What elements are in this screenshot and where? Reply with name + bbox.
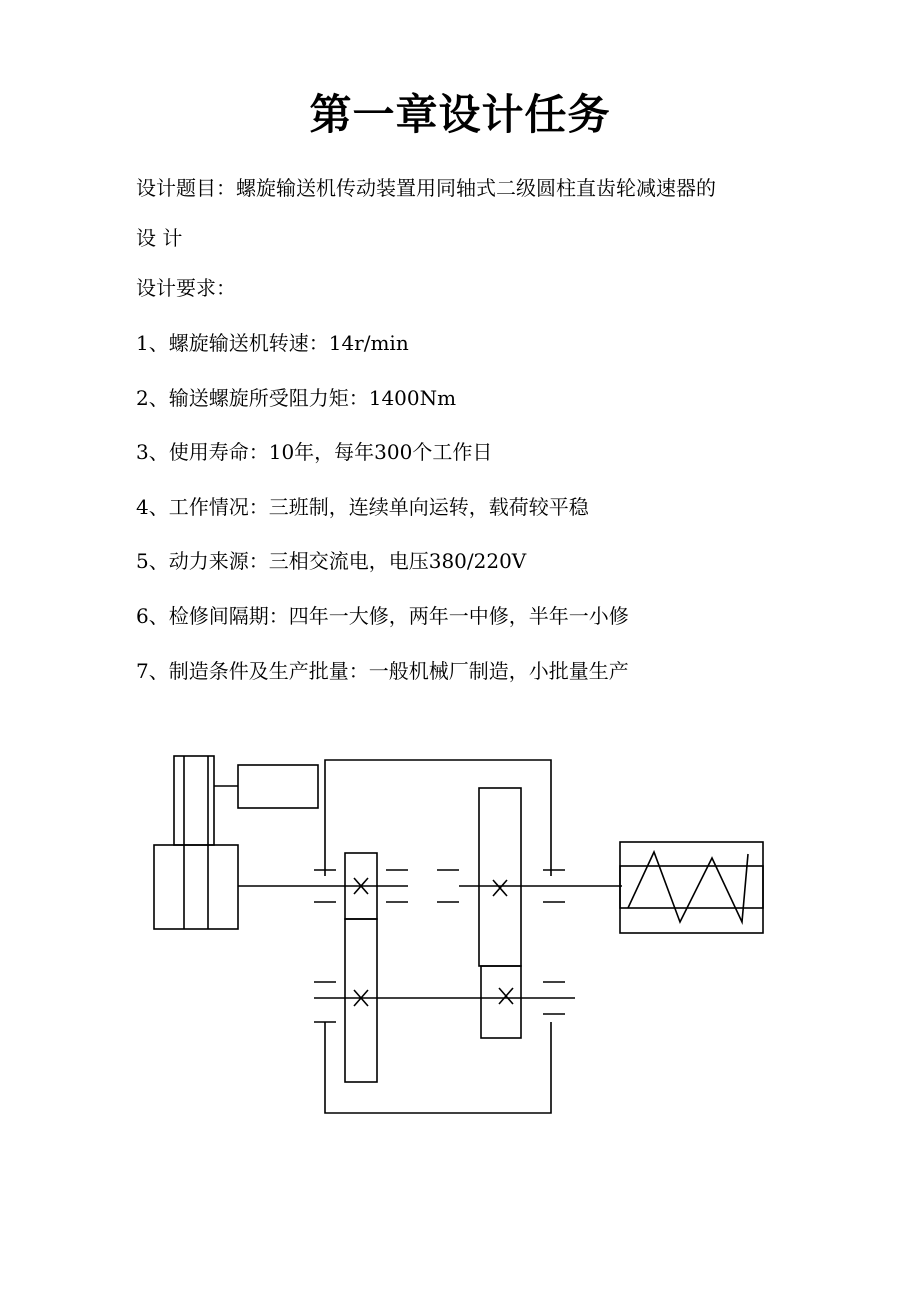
requirement-item: 2、输送螺旋所受阻力矩：1400Nm: [136, 386, 457, 410]
requirement-item: 1、螺旋输送机转速：14r/min: [136, 331, 409, 355]
requirements-heading: 设计要求：: [136, 276, 236, 300]
housing-outline: [325, 760, 551, 876]
gear-4: [479, 788, 521, 966]
requirement-item: 7、制造条件及生产批量：一般机械厂制造，小批量生产: [136, 659, 629, 683]
page-title: 第一章设计任务: [309, 90, 611, 139]
design-subject-continued: 设 计: [136, 226, 183, 250]
requirement-item: 4、工作情况：三班制，连续单向运转，载荷较平稳: [136, 495, 589, 519]
requirement-item: 3、使用寿命：10年，每年300个工作日: [136, 440, 493, 464]
requirement-item: 5、动力来源：三相交流电，电压380/220V: [136, 549, 527, 573]
belt-drive: [238, 765, 318, 808]
motor: [154, 845, 238, 929]
screw-shaft: [620, 866, 763, 908]
housing-outline-bottom: [325, 1022, 551, 1113]
requirement-item: 6、检修间隔期：四年一大修，两年一中修，半年一小修: [136, 604, 629, 628]
design-subject: 设计题目：螺旋输送机传动装置用同轴式二级圆柱直齿轮减速器的: [136, 176, 716, 200]
screw-flight: [628, 852, 748, 922]
gear-2: [345, 919, 377, 1082]
